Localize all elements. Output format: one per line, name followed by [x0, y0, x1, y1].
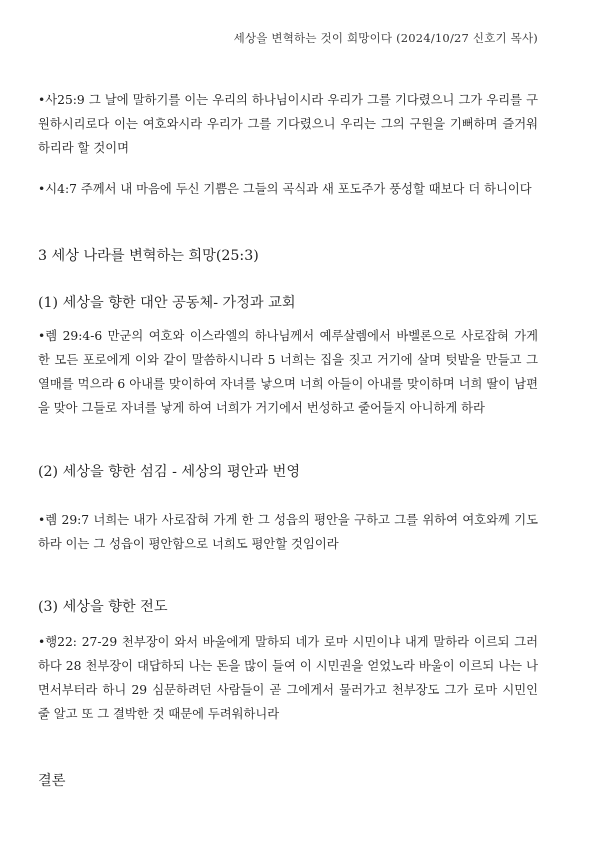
verse-psalm-4-7: •시4:7 주께서 내 마음에 두신 기쁨은 그들의 곡식과 새 포도주가 풍성할 때보다 더 하니이다 [38, 182, 532, 196]
verse-jeremiah-29-4-6: •렘 29:4-6 만군의 여호와 이스라엘의 하나님께서 예루살렘에서 바벨론으로 사로잡혀 가게 한 모든 포로에게 이와 같이 말씀하시니라 5 너희는 집을 짓고 거기에 살며 텃밭을 만들고 그 열매를 먹으라 6 아내를 맞이하여 자녀를 낳으며 너희 아들이 아내를 맞이하며 너희 딸이 남편을 맞아 그들로 자녀를 낳게 하여 너희가 거기에서 번성하고 줄어들지 아니하게 하라 [38, 329, 538, 415]
section-heading-3: 3 세상 나라를 변혁하는 희망(25:3) [38, 248, 259, 264]
page-header: 세상을 변혁하는 것이 희망이다 (2024/10/27 신호기 목사) [233, 31, 538, 45]
verse-isaiah-25-9: •사25:9 그 날에 말하기를 이는 우리의 하나님이시라 우리가 그를 기다렸으니 그가 우리를 구원하시리로다 이는 여호와시라 우리가 그를 기다렸으니 우리는 그의 구원을 기뻐하며 즐거워하리라 할 것이며 [38, 93, 538, 155]
verse-jeremiah-29-7: •렘 29:7 너희는 내가 사로잡혀 가게 한 그 성읍의 평안을 구하고 그를 위하여 여호와께 기도하라 이는 그 성읍이 평안함으로 너희도 평안할 것임이라 [38, 513, 538, 551]
conclusion-heading: 결론 [38, 773, 66, 789]
subheading-1: (1) 세상을 향한 대안 공동체- 가정과 교회 [38, 295, 296, 311]
subheading-3: (3) 세상을 향한 전도 [38, 599, 168, 615]
verse-acts-22-27-29: •행22: 27-29 천부장이 와서 바울에게 말하되 네가 로마 시민이냐 내게 말하라 이르되 그러하다 28 천부장이 대답하되 나는 돈을 많이 들여 이 시민권을 얻었노라 바울이 이르되 나는 나면서부터라 하니 29 심문하려던 사람들이 곧 그에게서 물러가고 천부장도 그가 로마 시민인 줄 알고 또 그 결박한 것 때문에 두려워하니라 [38, 635, 538, 721]
subheading-2: (2) 세상을 향한 섬김 - 세상의 평안과 번영 [38, 464, 301, 480]
